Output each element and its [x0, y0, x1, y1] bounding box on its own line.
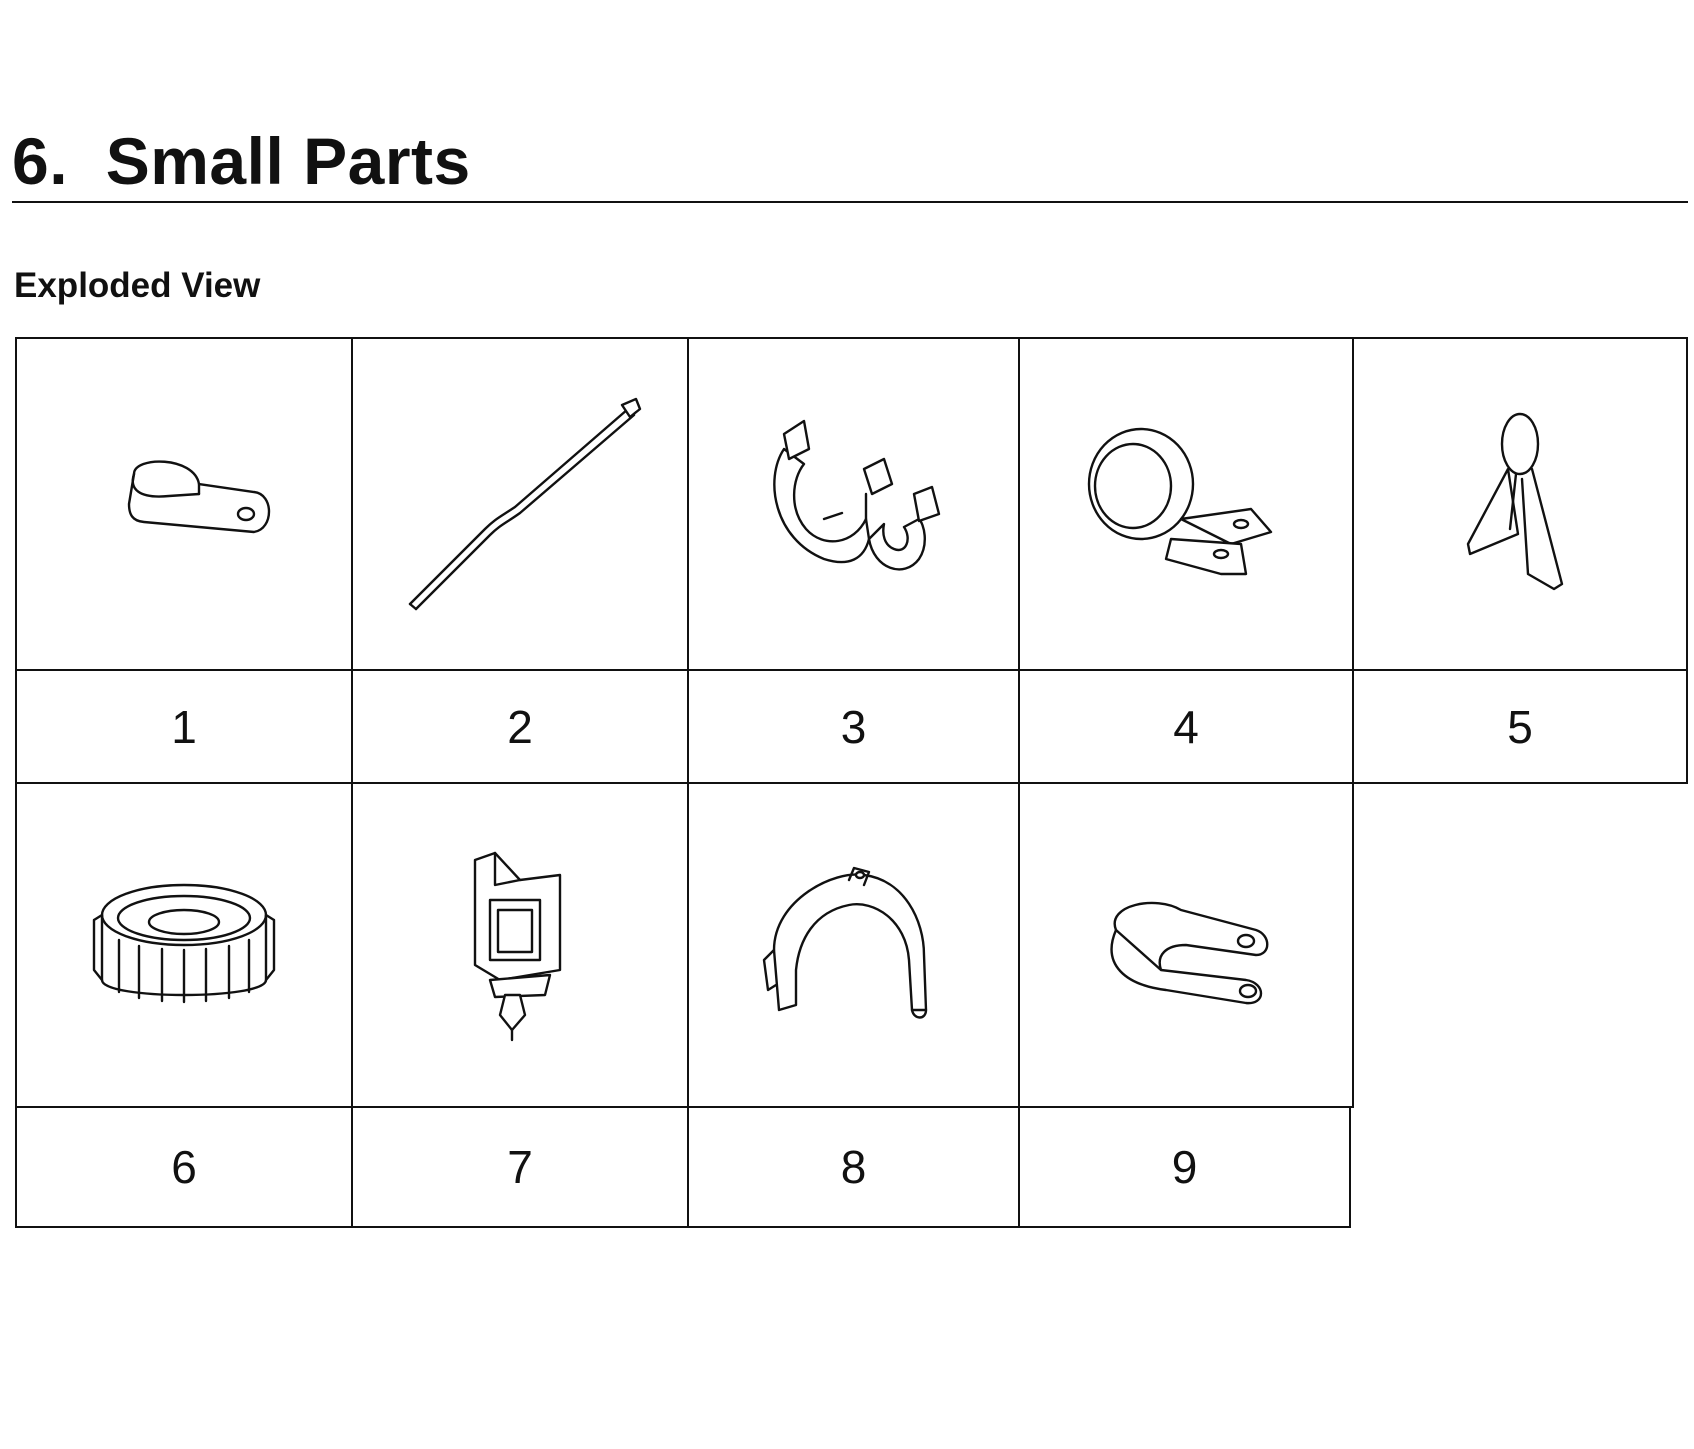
part-image-6: [15, 782, 353, 1108]
part-image-5: [1352, 337, 1688, 671]
part-number-3: 3: [687, 669, 1020, 784]
part-image-1: [15, 337, 353, 671]
part-number-5: 5: [1352, 669, 1688, 784]
part-image-9: [1018, 782, 1354, 1108]
double-hose-clip-icon: [754, 409, 954, 599]
ring-clamp-with-tabs-icon: [1071, 414, 1301, 594]
u-pipe-clip-icon: [754, 860, 954, 1030]
part-number-6: 6: [15, 1106, 353, 1228]
push-mount-cable-holder-icon: [450, 845, 590, 1045]
part-image-2: [351, 337, 689, 671]
part-image-8: [687, 782, 1020, 1108]
part-number-8: 8: [687, 1106, 1020, 1228]
section-heading: Exploded View: [14, 266, 261, 305]
part-image-3: [687, 337, 1020, 671]
part-image-4: [1018, 337, 1354, 671]
wire-spring-clip-icon: [1450, 404, 1590, 604]
part-number-9: 9: [1018, 1106, 1351, 1228]
part-number-7: 7: [351, 1106, 689, 1228]
p-clamp-icon: [84, 434, 284, 574]
part-number-2: 2: [351, 669, 689, 784]
cable-tie-icon: [390, 389, 650, 619]
part-image-7: [351, 782, 689, 1108]
double-hole-p-clamp-icon: [1086, 875, 1286, 1015]
part-number-4: 4: [1018, 669, 1354, 784]
part-number-1: 1: [15, 669, 353, 784]
ribbed-cap-nut-icon: [84, 860, 284, 1030]
page-title: 6. Small Parts: [12, 124, 471, 198]
